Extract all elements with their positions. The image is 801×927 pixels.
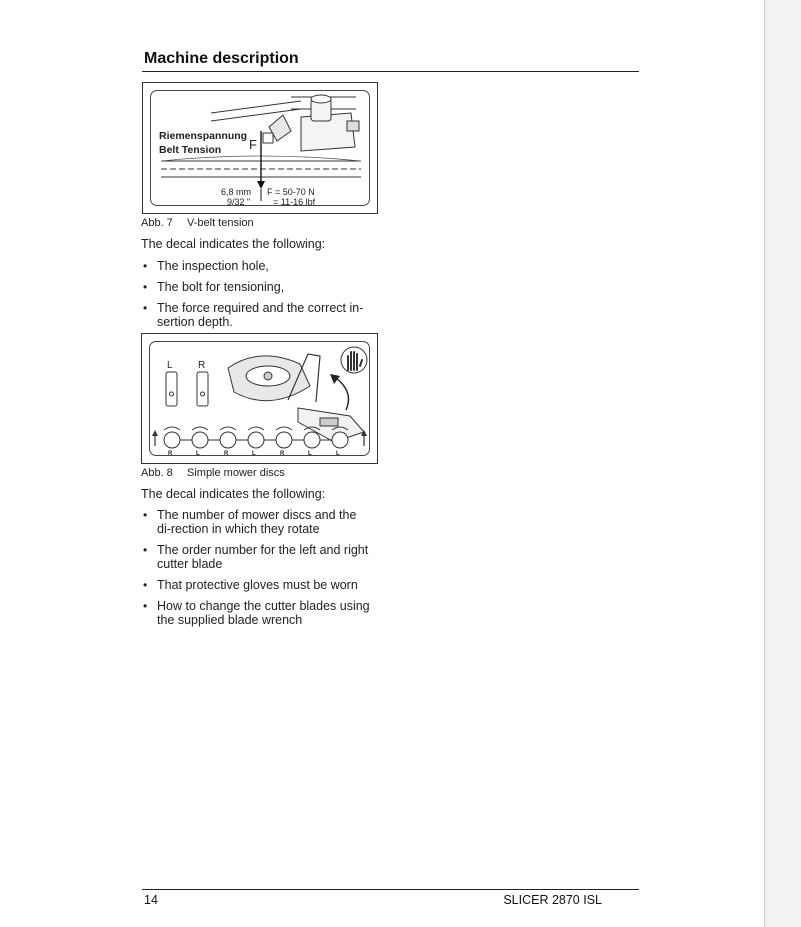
- list-item: • The bolt for tensioning,: [141, 280, 371, 294]
- blade-right-label: R: [198, 360, 206, 371]
- disc-label: L: [252, 451, 256, 457]
- label-riemenspannung: Riemenspannung: [159, 130, 248, 142]
- footer-model-name: SLICER 2870 ISL: [503, 893, 602, 907]
- caption-number: Abb. 8: [141, 467, 173, 479]
- disc-label: L: [308, 451, 312, 457]
- label-belt-tension: Belt Tension: [159, 144, 222, 156]
- section-1-intro: The decal indicates the following:: [141, 237, 326, 251]
- disc-label: L: [336, 451, 340, 457]
- disc-label: R: [224, 451, 229, 457]
- caption-figure-7: [141, 217, 254, 229]
- label-depth-mm: 6,8 mm: [221, 187, 252, 197]
- label-force-symbol: F: [249, 137, 257, 152]
- mower-disc-drawing: [150, 342, 370, 456]
- title-rule: [142, 71, 639, 72]
- figure-v-belt-tension: [142, 82, 378, 214]
- decal-mower-discs: [149, 341, 370, 456]
- viewer-background: [765, 0, 801, 927]
- blade-left-label: L: [167, 360, 173, 371]
- disc-label: L: [196, 451, 200, 457]
- list-item: • The force required and the correct in-sertion depth.: [141, 301, 371, 329]
- section-2-intro: The decal indicates the following:: [141, 487, 326, 501]
- disc-label: R: [280, 451, 285, 457]
- section-2-list: [141, 508, 371, 634]
- list-item: • The order number for the left and right cutter blade: [141, 543, 371, 571]
- decal-belt-tension: [150, 90, 370, 206]
- list-item: • That protective gloves must be worn: [141, 578, 371, 592]
- list-item: • How to change the cutter blades using the supplied blade wrench: [141, 599, 371, 627]
- footer-rule: [142, 889, 639, 890]
- list-item: • The inspection hole,: [141, 259, 371, 273]
- belt-tension-drawing: [151, 91, 370, 206]
- label-depth-in: 9/32 ": [227, 197, 251, 207]
- disc-label: R: [168, 451, 173, 457]
- page-number: 14: [144, 893, 158, 907]
- label-force-n: F = 50-70 N: [267, 187, 315, 197]
- caption-figure-8: [141, 467, 285, 479]
- caption-number: Abb. 7: [141, 217, 173, 229]
- list-item: • The number of mower discs and the di-rection in which they rotate: [141, 508, 371, 536]
- glove-icon: [341, 347, 367, 373]
- curved-arrow-icon: [336, 378, 348, 410]
- label-force-lbf: = 11-16 lbf: [273, 197, 316, 207]
- figure-mower-discs: [141, 333, 378, 464]
- caption-text: Simple mower discs: [187, 467, 285, 479]
- caption-text: V-belt tension: [187, 217, 254, 229]
- page-title: Machine description: [144, 50, 299, 67]
- section-1-list: [141, 259, 371, 336]
